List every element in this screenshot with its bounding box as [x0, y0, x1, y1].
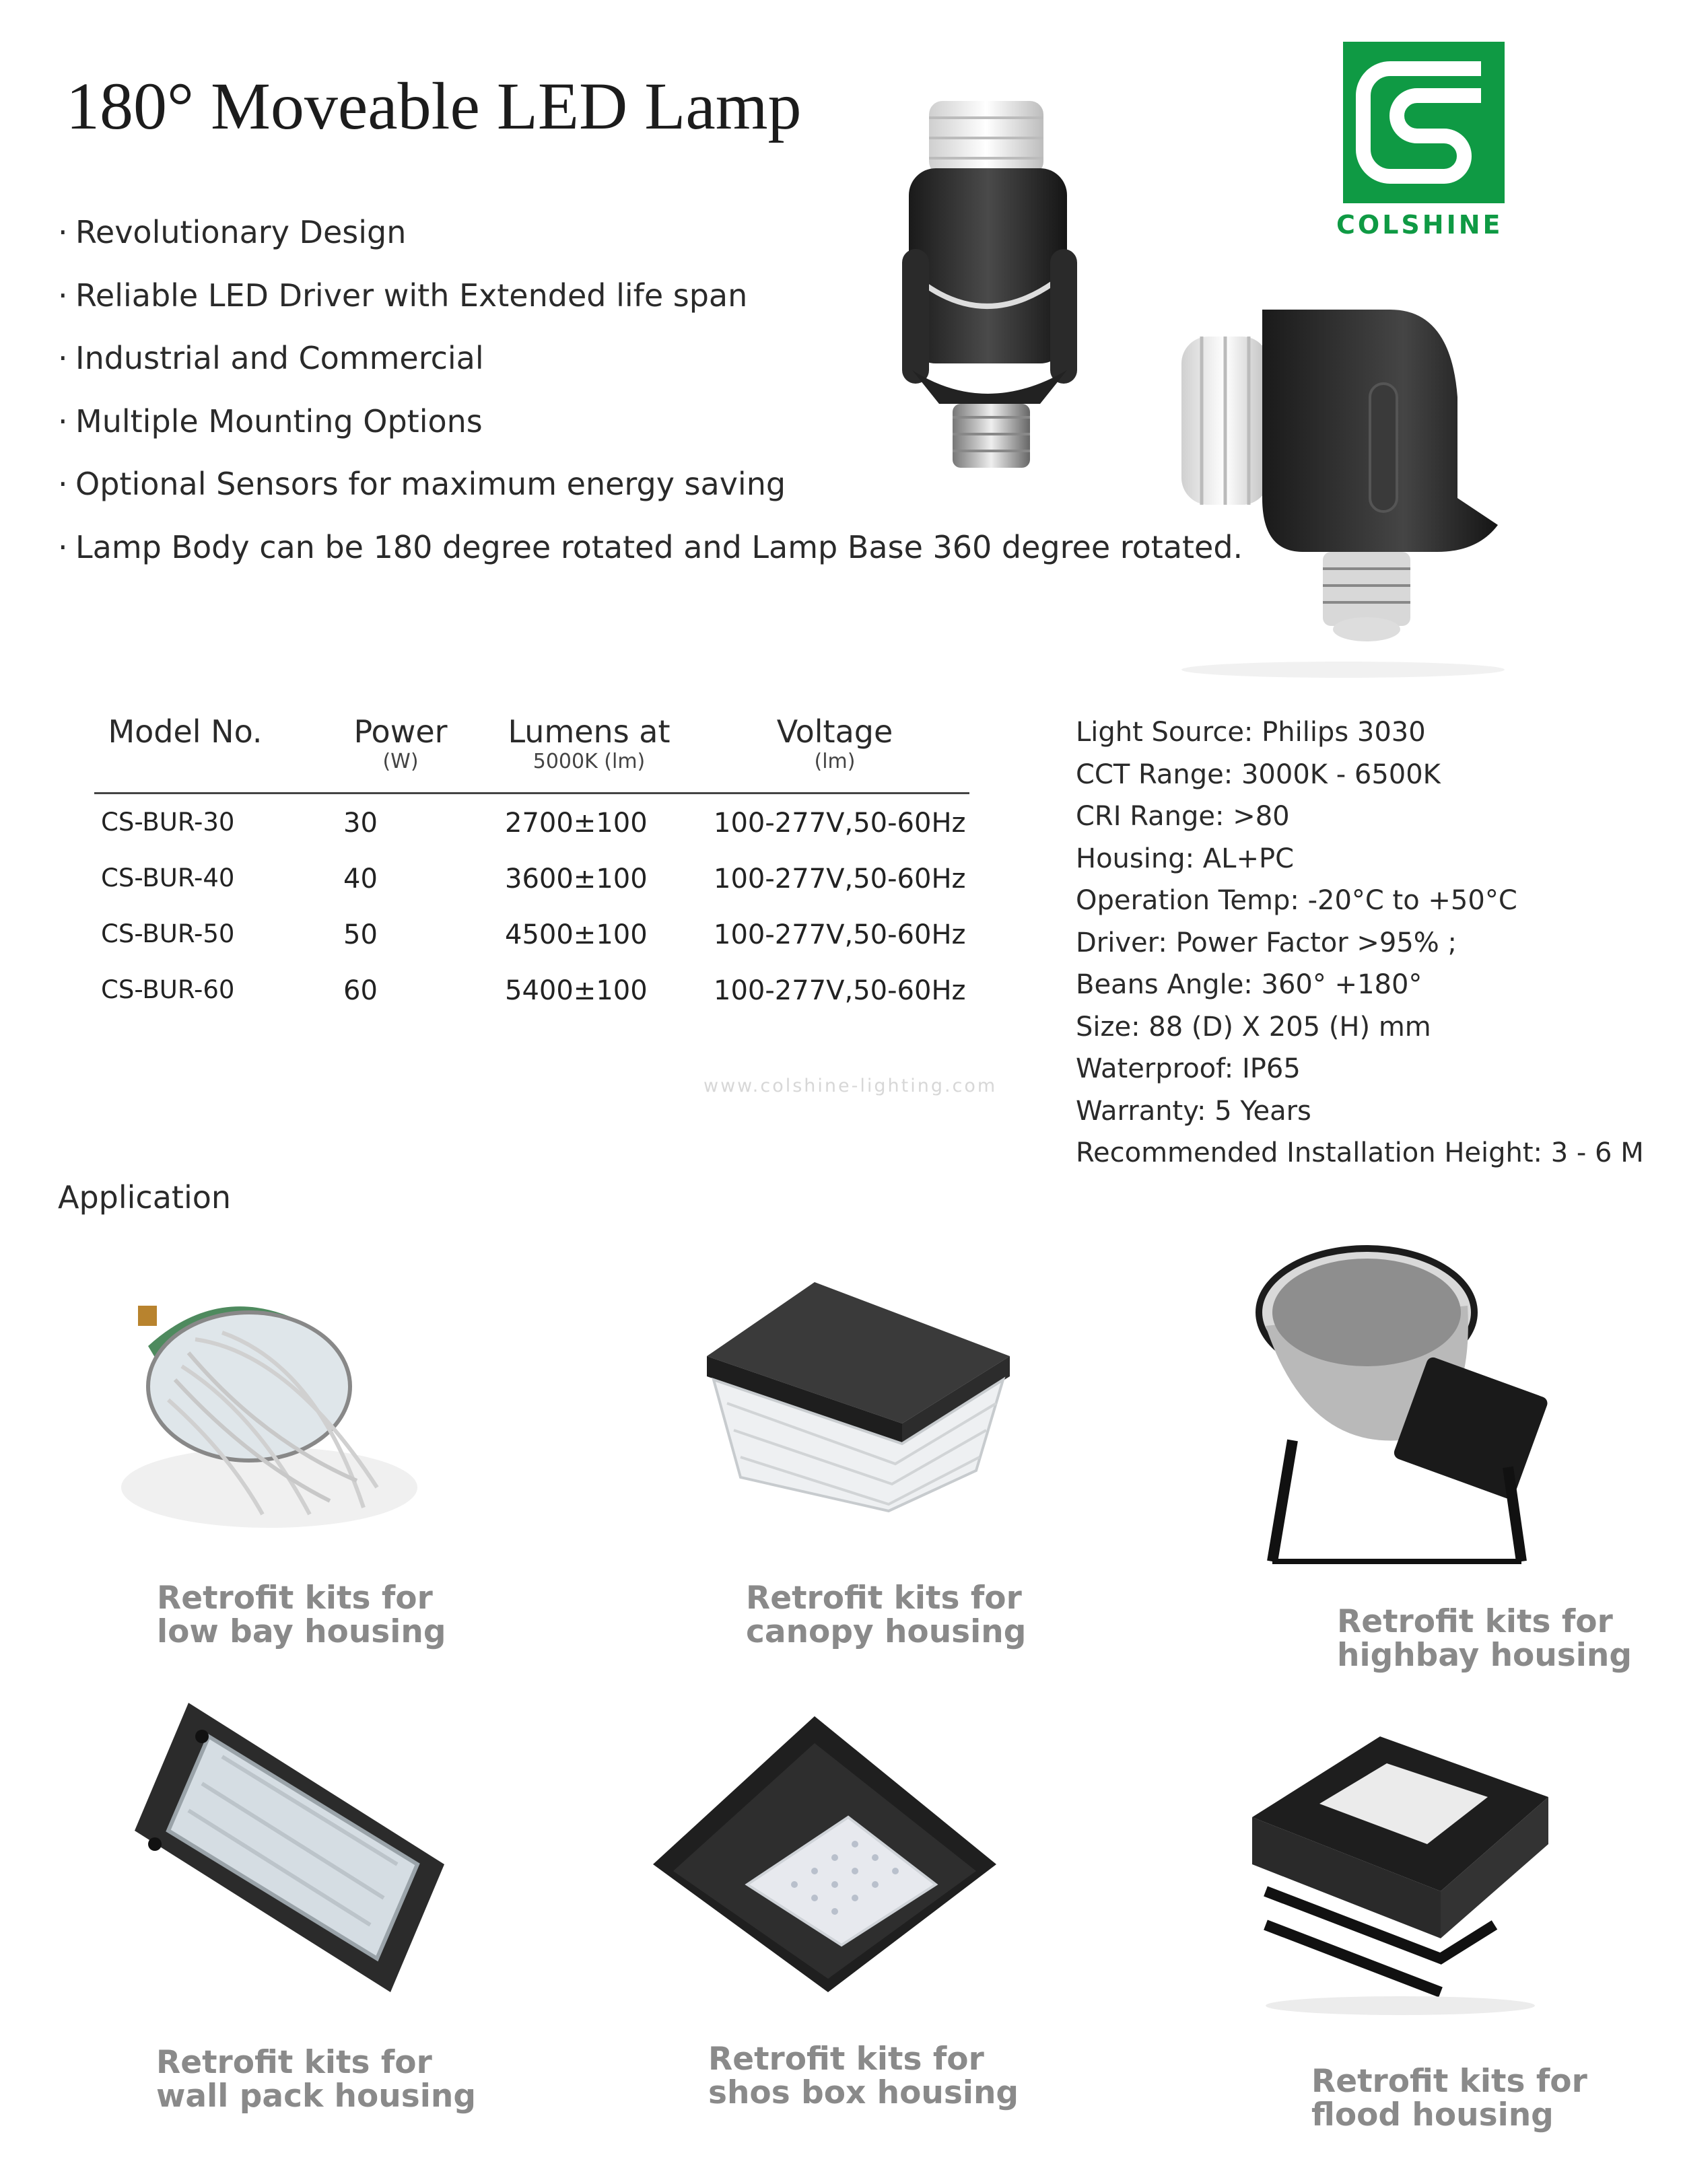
table-row: CS-BUR-40 40 3600±100 100-277V,50-60Hz: [101, 864, 966, 894]
spec-item: Warranty: 5 Years: [1076, 1095, 1311, 1127]
caption-shoe-box: Retrofit kits for shos box housing: [708, 2041, 1019, 2111]
logo-wordmark: COLSHINE: [1336, 210, 1503, 240]
spec-item: Operation Temp: -20°C to +50°C: [1076, 885, 1517, 916]
caption-canopy: Retrofit kits for canopy housing: [746, 1580, 1027, 1650]
table-row: CS-BUR-50 50 4500±100 100-277V,50-60Hz: [101, 919, 966, 950]
feature-item: · Multiple Mounting Options: [58, 402, 483, 439]
header-model: Model No.: [108, 713, 263, 750]
spec-item: Recommended Installation Height: 3 - 6 M: [1076, 1137, 1644, 1168]
highbay-housing-image: [1252, 1225, 1562, 1582]
spec-item: Light Source: Philips 3030: [1076, 717, 1426, 748]
spec-item: Size: 88 (D) X 205 (H) mm: [1076, 1011, 1431, 1043]
lamp-upright-image: [899, 101, 1114, 485]
wall-pack-housing-image: [128, 1696, 451, 1999]
spec-table: [94, 700, 969, 1018]
application-heading: Application: [58, 1179, 232, 1216]
spec-item: Beans Angle: 360° +180°: [1076, 969, 1422, 1000]
caption-highbay: Retrofit kits for highbay housing: [1337, 1603, 1632, 1674]
caption-low-bay: Retrofit kits for low bay housing: [157, 1580, 446, 1650]
lamp-rotated-image: [1168, 296, 1511, 680]
watermark-text: www.colshine-lighting.com: [703, 1076, 998, 1096]
spec-item: Waterproof: IP65: [1076, 1053, 1301, 1084]
feature-item: · Reliable LED Driver with Extended life span: [58, 277, 748, 314]
caption-flood: Retrofit kits for flood housing: [1311, 2063, 1587, 2134]
feature-item: · Lamp Body can be 180 degree rotated and Lamp Base 360 degree rotated.: [58, 528, 1243, 565]
table-row: CS-BUR-30 30 2700±100 100-277V,50-60Hz: [101, 808, 966, 839]
table-row: CS-BUR-60 60 5400±100 100-277V,50-60Hz: [101, 975, 966, 1006]
shoe-box-housing-image: [646, 1710, 1010, 1999]
header-power: Power (W): [353, 713, 448, 773]
spec-item: Housing: AL+PC: [1076, 843, 1295, 874]
spec-item: Driver: Power Factor >95% ;: [1076, 927, 1457, 958]
spec-item: CRI Range: >80: [1076, 801, 1290, 832]
header-lumens: Lumens at 5000K (lm): [508, 713, 671, 773]
feature-item: · Revolutionary Design: [58, 214, 407, 250]
page-title: 180° Moveable LED Lamp: [66, 69, 802, 143]
flood-housing-image: [1245, 1723, 1555, 2019]
brand-logo: [1336, 42, 1515, 240]
spec-list: [1076, 712, 1644, 1175]
table-header-row: [94, 700, 969, 794]
caption-wall-pack: Retrofit kits for wall pack housing: [156, 2044, 476, 2115]
low-bay-housing-image: [88, 1265, 438, 1548]
feature-item: · Industrial and Commercial: [58, 340, 484, 376]
header-voltage: Voltage (lm): [776, 713, 893, 773]
canopy-housing-image: [687, 1275, 1023, 1518]
spec-item: CCT Range: 3000K - 6500K: [1076, 759, 1441, 790]
feature-item: · Optional Sensors for maximum energy saving: [58, 466, 786, 502]
logo-mark-icon: [1343, 42, 1505, 203]
